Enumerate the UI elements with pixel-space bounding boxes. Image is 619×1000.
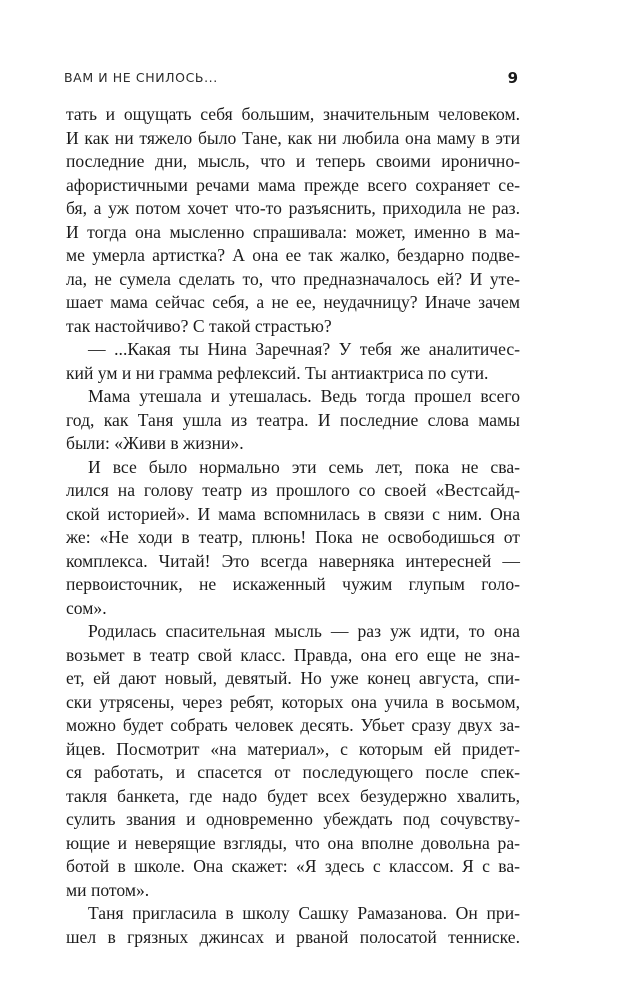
paragraph <box>66 456 520 621</box>
text-line: ме умерла артистка? А она ее так жалко, бездарно подве- <box>66 245 520 265</box>
text-line: так настойчиво? С такой страстью? <box>66 315 332 336</box>
text-line: ской историей». И мама вспомнилась в связи с ним. Она <box>66 503 520 524</box>
text-line: бя, а уж потом хочет что-то разъяснить, приходила не раз. <box>66 198 520 218</box>
paragraph <box>66 385 520 456</box>
paragraph <box>66 620 520 902</box>
text-line: ла, не сумела сделать то, что предназначалось ей? И уте- <box>66 268 520 289</box>
text-line: были: «Живи в жизни». <box>66 433 244 453</box>
text-line: ски утрясены, через ребят, которых она учила в восьмом, <box>66 691 520 712</box>
text-line: последние дни, мысль, что и теперь своими иронично- <box>66 151 520 171</box>
text-line: сом». <box>66 597 107 618</box>
text-line: же: «Не ходи в театр, плюнь! Пока не освободишься от <box>66 527 520 547</box>
text-line: комплекса. Читай! Это всегда наверняка интересней — <box>66 550 520 571</box>
page-number: 9 <box>507 69 518 87</box>
text-line: год, как Таня ушла из театра. И последние слова мамы <box>66 409 520 430</box>
text-line: шел в грязных джинсах и рваной полосатой тенниске. <box>66 926 520 947</box>
text-line: можно будет собрать человек десять. Убьет сразу двух за- <box>66 715 520 735</box>
text-line: шает мама сейчас себя, а не ее, неудачницу? Иначе зачем <box>66 292 520 312</box>
text-line: — ...Какая ты Нина Заречная? У тебя же аналитичес- <box>88 339 520 359</box>
running-title: ВАМ И НЕ СНИЛОСЬ... <box>64 70 218 85</box>
paragraph <box>66 902 520 949</box>
text-line: И тогда она мысленно спрашивала: может, именно в ма- <box>66 221 520 242</box>
paragraph <box>66 103 520 338</box>
text-line: И все было нормально эти семь лет, пока не сва- <box>88 456 520 477</box>
paragraph <box>66 338 520 385</box>
text-line: И как ни тяжело было Тане, как ни любила она маму в эти <box>66 127 520 148</box>
text-line: Таня пригласила в школу Сашку Рамазанова. Он при- <box>88 903 520 923</box>
text-line: ботой в школе. Она скажет: «Я здесь с классом. Я с ва- <box>66 856 520 876</box>
text-line: йцев. Посмотрит «на материал», с которым ей придет- <box>66 738 520 759</box>
text-line: тать и ощущать себя большим, значительным человеком. <box>66 104 520 124</box>
text-line: возьмет в театр свой класс. Правда, она его еще не зна- <box>66 644 520 665</box>
running-header <box>64 68 518 88</box>
text-line: такля банкета, где надо будет всех безудержно хвалить, <box>66 785 520 806</box>
text-line: сулить звания и одновременно убеждать под сочувству- <box>66 809 520 829</box>
text-line: ет, ей дают новый, девятый. Но уже конец августа, спи- <box>66 668 520 688</box>
text-line: первоисточник, не искаженный чужим глупым голо- <box>66 574 520 594</box>
text-line: кий ум и ни грамма рефлексий. Ты антиактриса по сути. <box>66 362 489 383</box>
text-line: Мама утешала и утешалась. Ведь тогда прошел всего <box>88 386 520 406</box>
text-line: ся работать, и спасется от последующего после спек- <box>66 762 520 782</box>
text-line: афористичными речами мама прежде всего сохраняет се- <box>66 174 520 195</box>
text-line: Родилась спасительная мысль — раз уж идти, то она <box>88 621 520 641</box>
text-line: ющие и неверящие взгляды, что она вполне довольна ра- <box>66 832 520 853</box>
text-line: лился на голову театр из прошлого со своей «Вестсайд- <box>66 480 520 500</box>
body-text <box>66 103 520 949</box>
text-line: ми потом». <box>66 879 150 900</box>
